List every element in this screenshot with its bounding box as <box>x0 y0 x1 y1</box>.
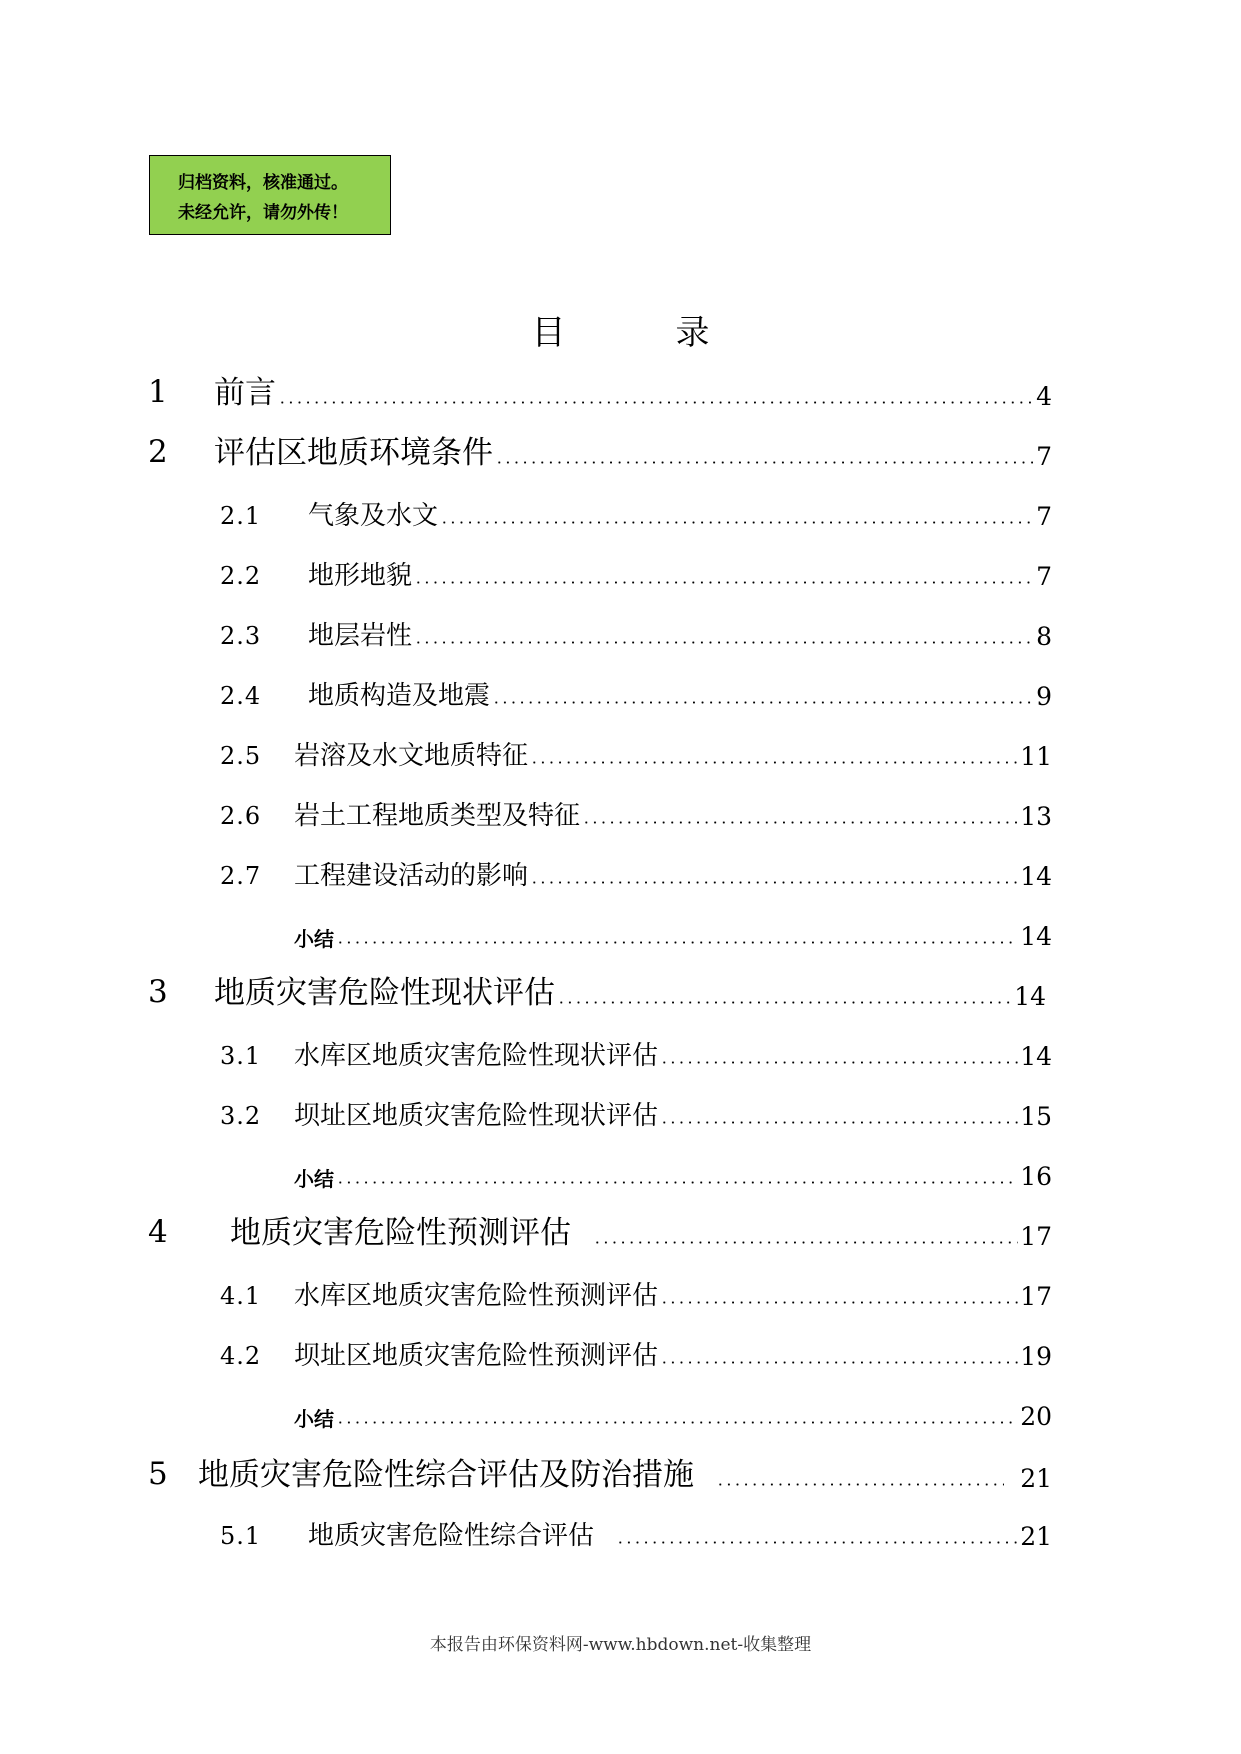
toc-dot-leader <box>492 701 1033 704</box>
toc-entry-page-number: 15 <box>1020 1102 1052 1131</box>
toc-entry-number: 2.7 <box>220 862 262 890</box>
toc-entry-label: 评估区地质环境条件 <box>214 435 493 471</box>
toc-entry <box>0 614 1241 654</box>
toc-entry-page-number: 9 <box>1036 682 1052 711</box>
toc-entry-label: 水库区地质灾害危险性现状评估 <box>294 1041 659 1071</box>
toc-entry-number: 3 <box>148 974 168 1010</box>
toc-dot-leader <box>440 521 1033 524</box>
toc-entry-label: 地形地貌 <box>308 561 413 591</box>
toc-entry-label: 工程建设活动的影响 <box>294 861 529 891</box>
toc-entry-label: 岩溶及水文地质特征 <box>294 741 529 771</box>
toc-entry-number: 2.4 <box>220 682 262 710</box>
toc-entry-page-number: 21 <box>1020 1464 1052 1493</box>
toc-title-char-1: 目 <box>531 313 566 353</box>
toc-entry-number: 1 <box>148 374 168 410</box>
toc-entry-page-number: 17 <box>1020 1222 1052 1251</box>
toc-entry-label: 气象及水文 <box>308 501 439 531</box>
toc-entry-label: 坝址区地质灾害危险性预测评估 <box>294 1341 659 1371</box>
toc-entry-number: 2.5 <box>220 742 262 770</box>
toc-dot-leader <box>336 1421 1018 1424</box>
toc-entry-page-number: 11 <box>1020 742 1052 771</box>
toc-entry <box>0 434 1241 474</box>
toc-entry-label: 小结 <box>294 927 334 951</box>
stamp-line-2: 未经允许，请勿外传！ <box>178 203 348 223</box>
toc-entry-page-number: 7 <box>1036 442 1052 471</box>
toc-entry-number: 2 <box>148 434 168 470</box>
toc-entry <box>0 914 1241 954</box>
toc-dot-leader <box>336 941 1018 944</box>
toc-dot-leader <box>660 1301 1018 1304</box>
toc-entry-label: 地质灾害危险性现状评估 <box>214 975 555 1011</box>
toc-entry-page-number: 16 <box>1020 1162 1052 1191</box>
toc-title-char-2: 录 <box>675 313 710 353</box>
toc-entry-label: 地层岩性 <box>308 621 413 651</box>
toc-entry <box>0 854 1241 894</box>
toc-entry <box>0 1274 1241 1314</box>
toc-dot-leader <box>660 1361 1018 1364</box>
toc-entry-page-number: 17 <box>1020 1282 1052 1311</box>
toc-entry <box>0 494 1241 534</box>
toc-entry-page-number: 14 <box>1020 862 1052 891</box>
toc-entry-label: 岩土工程地质类型及特征 <box>294 801 581 831</box>
toc-dot-leader <box>593 1241 1018 1244</box>
toc-entry <box>0 674 1241 714</box>
toc-entry-number: 2.6 <box>220 802 262 830</box>
toc-entry-page-number: 4 <box>1036 382 1052 411</box>
toc-entry-number: 3.1 <box>220 1042 262 1070</box>
toc-entry-label: 水库区地质灾害危险性预测评估 <box>294 1281 659 1311</box>
toc-entry-page-number: 13 <box>1020 802 1052 831</box>
toc-entry-number: 5 <box>148 1456 168 1492</box>
toc-entry-label: 地质灾害危险性综合评估及防治措施 <box>198 1457 694 1493</box>
toc-entry-page-number: 20 <box>1020 1402 1052 1431</box>
archive-notice-stamp <box>149 155 391 235</box>
toc-entry <box>0 1154 1241 1194</box>
toc-entry-number: 4.1 <box>220 1282 262 1310</box>
toc-entry-label: 地质灾害危险性预测评估 <box>230 1215 571 1251</box>
toc-entry <box>0 974 1241 1014</box>
toc-entry-label: 小结 <box>294 1407 334 1431</box>
toc-entry-page-number: 7 <box>1036 502 1052 531</box>
toc-entry-label: 前言 <box>214 375 276 411</box>
toc-entry <box>0 554 1241 594</box>
toc-dot-leader <box>530 761 1018 764</box>
toc-entry-page-number: 7 <box>1036 562 1052 591</box>
toc-entry <box>0 1514 1241 1554</box>
toc-dot-leader <box>414 581 1033 584</box>
toc-entry <box>0 1034 1241 1074</box>
toc-entry <box>0 1094 1241 1134</box>
toc-dot-leader <box>414 641 1033 644</box>
toc-entry <box>0 1334 1241 1374</box>
toc-dot-leader <box>616 1541 1018 1544</box>
toc-entry-page-number: 21 <box>1020 1522 1052 1551</box>
toc-entry-number: 2.1 <box>220 502 262 530</box>
toc-dot-leader <box>557 1001 1010 1004</box>
toc-entry-number: 2.3 <box>220 622 262 650</box>
toc-entry-page-number: 14 <box>1020 1042 1052 1071</box>
toc-entry-label: 坝址区地质灾害危险性现状评估 <box>294 1101 659 1131</box>
toc-dot-leader <box>716 1483 1004 1486</box>
toc-entry <box>0 734 1241 774</box>
toc-entry-label: 地质构造及地震 <box>308 681 491 711</box>
toc-dot-leader <box>278 401 1033 404</box>
toc-dot-leader <box>582 821 1018 824</box>
toc-entry <box>0 1456 1241 1496</box>
toc-dot-leader <box>660 1121 1018 1124</box>
toc-entry-number: 4.2 <box>220 1342 262 1370</box>
toc-entry <box>0 374 1241 414</box>
toc-entry-page-number: 14 <box>1020 922 1052 951</box>
toc-entry-label: 地质灾害危险性综合评估 <box>308 1521 595 1551</box>
toc-title <box>0 308 1241 358</box>
toc-entry-number: 5.1 <box>220 1522 262 1550</box>
toc-dot-leader <box>495 461 1033 464</box>
toc-entry-page-number: 14 <box>1014 982 1046 1011</box>
toc-entry-number: 2.2 <box>220 562 262 590</box>
toc-entry-page-number: 19 <box>1020 1342 1052 1371</box>
toc-dot-leader <box>660 1061 1018 1064</box>
toc-entry <box>0 1394 1241 1434</box>
toc-dot-leader <box>336 1181 1018 1184</box>
toc-entry-label: 小结 <box>294 1167 334 1191</box>
toc-entry <box>0 1214 1241 1254</box>
toc-entry <box>0 794 1241 834</box>
footer-source-note: 本报告由环保资料网-www.hbdown.net-收集整理 <box>429 1635 812 1655</box>
toc-entry-number: 4 <box>148 1214 168 1250</box>
toc-entry-number: 3.2 <box>220 1102 262 1130</box>
toc-entry-page-number: 8 <box>1036 622 1052 651</box>
toc-dot-leader <box>530 881 1018 884</box>
stamp-line-1: 归档资料，核准通过。 <box>178 173 348 193</box>
